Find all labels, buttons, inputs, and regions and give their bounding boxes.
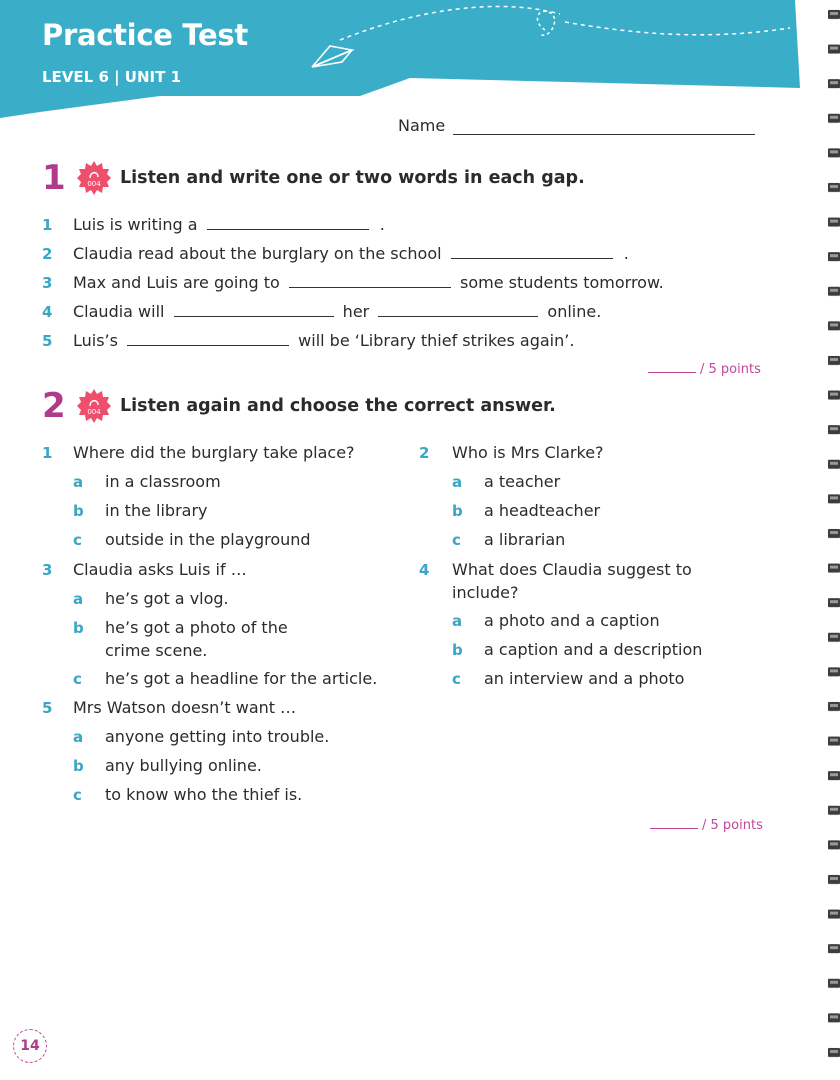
name-label: Name	[398, 116, 446, 135]
page-title: Practice Test	[42, 18, 248, 52]
question-text: Who is Mrs Clarke?	[452, 443, 604, 462]
section-1-number: 1	[42, 158, 66, 198]
question-text: Where did the burglary take place?	[73, 443, 355, 462]
section-2-header	[42, 388, 556, 424]
page-number: 14	[13, 1029, 47, 1063]
section-2-instruction: Listen again and choose the correct answer.	[120, 396, 556, 416]
answer-gap[interactable]	[289, 273, 451, 288]
audio-track-number: 004	[87, 408, 101, 416]
answer-gap[interactable]	[174, 302, 334, 317]
score-input-line[interactable]	[650, 828, 698, 829]
question-text: Claudia asks Luis if …	[73, 560, 247, 579]
answer-gap[interactable]	[127, 331, 289, 346]
name-field[interactable]	[398, 116, 755, 135]
section-1-instruction: Listen and write one or two words in each gap.	[120, 168, 585, 188]
score-input-line[interactable]	[648, 372, 696, 373]
section-1-score: / 5 points	[648, 362, 761, 377]
section-2-score: / 5 points	[650, 818, 763, 833]
name-input-line[interactable]	[453, 119, 755, 135]
audio-track-icon[interactable]	[76, 160, 112, 196]
question-text: What does Claudia suggest to	[452, 560, 692, 579]
answer-gap[interactable]	[451, 244, 613, 259]
answer-gap[interactable]	[207, 215, 369, 230]
audio-track-icon[interactable]	[76, 388, 112, 424]
audio-track-number: 004	[87, 180, 101, 188]
spiral-binding	[826, 0, 840, 1080]
answer-gap[interactable]	[378, 302, 538, 317]
section-2-number: 2	[42, 386, 66, 426]
question-text: Mrs Watson doesn’t want …	[73, 698, 297, 717]
level-unit-label: LEVEL 6 | UNIT 1	[42, 68, 182, 86]
section-1-header	[42, 160, 585, 196]
